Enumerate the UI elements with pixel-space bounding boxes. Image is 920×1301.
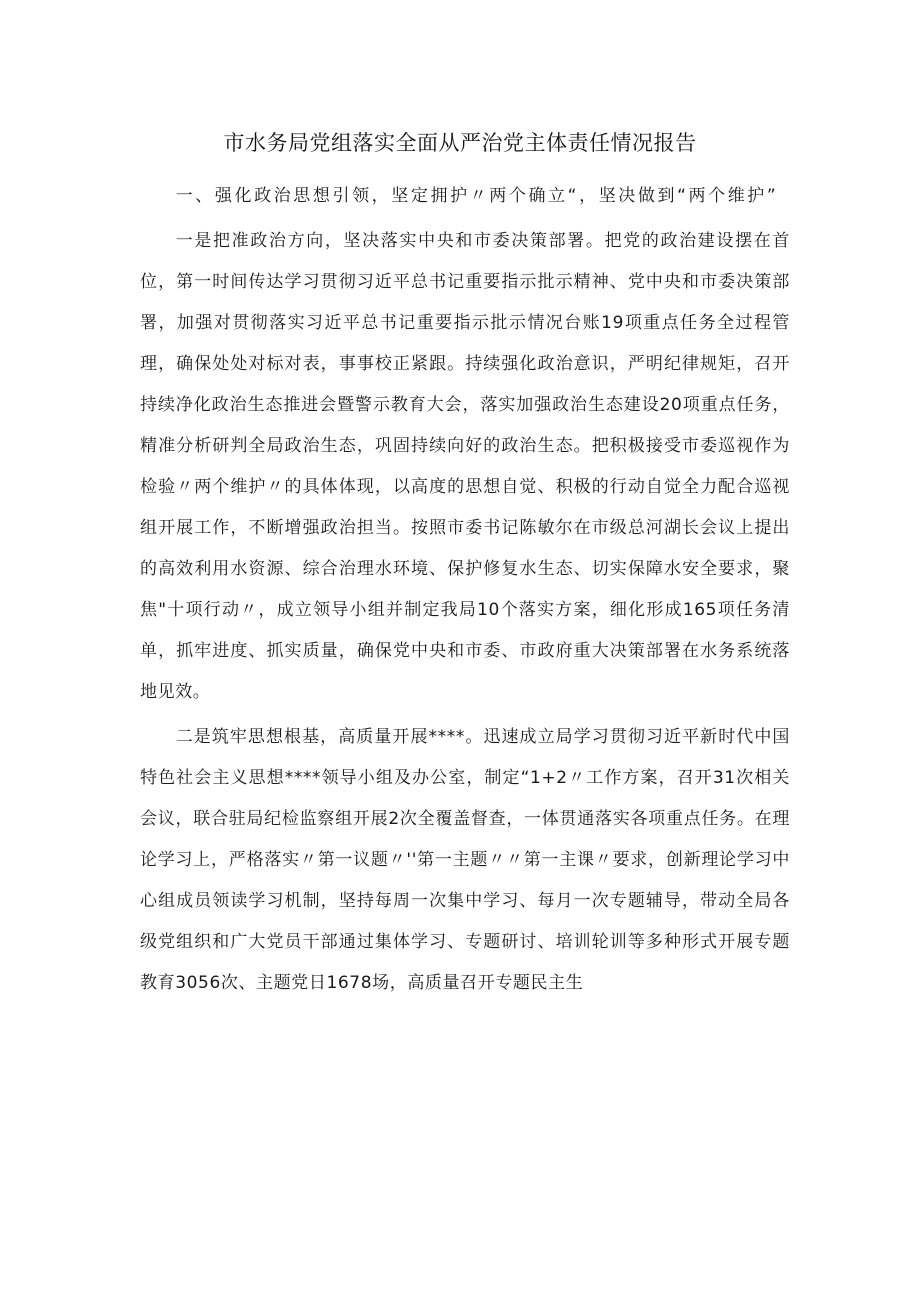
body-paragraph: 一是把准政治方向，坚决落实中央和市委决策部署。把党的政治建设摆在首位，第一时间传达学习贯彻习近平总书记重要指示批示精神、党中央和市委决策部署，加强对贯彻落实习近平总书记重要指示批示情况台账19项重点任务全过程管理，确保处处对标对表，事事校正紧跟。持续强化政治意识，严明纪律规矩，召开持续净化政治生态推进会暨警示教育大会，落实加强政治生态建设20项重点任务，精准分析研判全局政治生态，巩固持续向好的政治生态。把积极接受市委巡视作为检验〃两个维护〃的具体体现，以高度的思想自觉、积极的行动自觉全力配合巡视组开展工作，不断增强政治担当。按照市委书记陈敏尔在市级总河湖长会议上提出的高效利用水资源、综合治理水环境、保护修复水生态、切实保障水安全要求，聚焦"十项行动〃，成立领导小组并制定我局10个落实方案，细化形成165项任务清单，抓牢进度、抓实质量，确保党中央和市委、市政府重大决策部署在水务系统落地见效。 (140, 231, 790, 702)
section-heading: 一、强化政治思想引领，坚定拥护〃两个确立“，坚决做到“两个维护” (175, 186, 779, 206)
document-title: 市水务局党组落实全面从严治党主体责任情况报告 (223, 131, 697, 155)
body-paragraph: 二是筑牢思想根基，高质量开展****。迅速成立局学习贯彻习近平新时代中国特色社会主义思想****领导小组及办公室，制定“1+2〃工作方案，召开31次相关会议，联合驻局纪检监察组开展2次全覆盖督查，一体贯通落实各项重点任务。在理论学习上，严格落实〃第一议题〃''第一主题〃〃第一主课〃要求，创新理论学习中心组成员领读学习机制，坚持每周一次集中学习、每月一次专题辅导，带动全局各级党组织和广大党员干部通过集体学习、专题研讨、培训轮训等多种形式开展专题教育3056次、主题党日1678场，高质量召开专题民主生 (140, 727, 790, 993)
document-body (140, 176, 790, 1004)
